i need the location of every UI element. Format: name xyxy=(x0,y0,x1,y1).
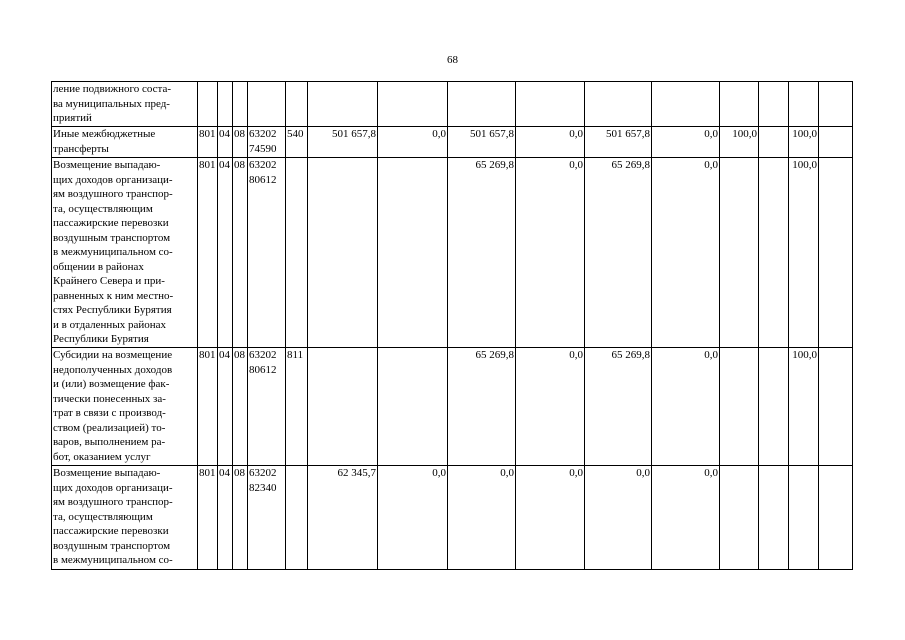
cell-amount-change: 0,0 xyxy=(378,466,448,570)
row-name xyxy=(52,158,198,348)
cell-target-article: 63202 80612 xyxy=(248,348,286,466)
cell-amount-with-changes: 65 269,8 xyxy=(448,158,516,348)
cell-amount-with-changes: 0,0 xyxy=(448,466,516,570)
table-body xyxy=(52,82,853,570)
row-name-line: тически понесенных за- xyxy=(53,392,166,405)
row-name xyxy=(52,82,198,127)
cell-blank-col xyxy=(759,348,789,466)
row-name-line: в межмуниципальном со- xyxy=(53,554,173,566)
cell-extra-col xyxy=(819,348,853,466)
cell-executed-change: 0,0 xyxy=(516,127,585,158)
cell-percent-execution-total: 100,0 xyxy=(789,158,819,348)
row-name-line: ством (реализацией) то- xyxy=(53,421,166,434)
cell-blank-col xyxy=(759,466,789,570)
cell-executed-change: 0,0 xyxy=(516,348,585,466)
cell-ministry-code: 801 xyxy=(198,158,218,348)
page-number: 68 xyxy=(447,54,458,66)
row-name-line: общении в районах xyxy=(53,260,144,273)
cell-executed-change: 0,0 xyxy=(516,466,585,570)
row-name-line: Субсидии на возмещение xyxy=(53,349,173,361)
cell-percent-execution-total: 100,0 xyxy=(789,348,819,466)
table-row xyxy=(52,158,853,348)
cell-approved-amount: 501 657,8 xyxy=(308,127,378,158)
cell-ministry-code: 801 xyxy=(198,466,218,570)
cell-expense-type: 811 xyxy=(286,348,308,466)
row-name-line: та, осуществляющим xyxy=(53,510,153,523)
row-name-line: Иные межбюджетные xyxy=(53,128,156,140)
cell-section-code: 04 xyxy=(218,127,233,158)
row-name-line: Республики Бурятия xyxy=(53,333,149,345)
cell-amount-change xyxy=(378,82,448,127)
row-name-line: в межмуниципальном со- xyxy=(53,246,173,258)
cell-subsection-code: 08 xyxy=(233,158,248,348)
row-name-line: пассажирские перевозки xyxy=(53,217,169,229)
row-name-line: пассажирские перевозки xyxy=(53,525,169,537)
cell-extra-col xyxy=(819,158,853,348)
row-name-line: и (или) возмещение фак- xyxy=(53,378,170,390)
cell-amount-change xyxy=(378,348,448,466)
cell-executed-amount xyxy=(585,82,652,127)
row-name-line: трансферты xyxy=(53,142,109,155)
cell-subsection-code: 08 xyxy=(233,348,248,466)
cell-subsection-code: 08 xyxy=(233,466,248,570)
row-name xyxy=(52,348,198,466)
cell-target-article: 63202 82340 xyxy=(248,466,286,570)
cell-percent-execution-total: 100,0 xyxy=(789,127,819,158)
table-row xyxy=(52,82,853,127)
cell-section-code: 04 xyxy=(218,348,233,466)
cell-approved-amount: 62 345,7 xyxy=(308,466,378,570)
cell-percent-execution: 100,0 xyxy=(720,127,759,158)
row-name-line: варов, выполнением ра- xyxy=(53,436,166,448)
row-name-line: ям воздушного транспор- xyxy=(53,188,173,200)
cell-blank-col xyxy=(759,127,789,158)
table-row xyxy=(52,348,853,466)
row-name-line: стях Республики Бурятия xyxy=(53,304,172,316)
row-name-line: ва муниципальных пред- xyxy=(53,97,170,110)
row-name-line: и в отдаленных районах xyxy=(53,318,166,331)
cell-section-code: 04 xyxy=(218,466,233,570)
cell-approved-amount xyxy=(308,82,378,127)
cell-variance: 0,0 xyxy=(652,127,720,158)
row-name-line: та, осуществляющим xyxy=(53,202,153,215)
cell-amount-change xyxy=(378,158,448,348)
cell-expense-type xyxy=(286,466,308,570)
row-name-line: ям воздушного транспор- xyxy=(53,496,173,508)
cell-variance: 0,0 xyxy=(652,466,720,570)
cell-target-article: 63202 80612 xyxy=(248,158,286,348)
cell-subsection-code: 08 xyxy=(233,127,248,158)
cell-ministry-code xyxy=(198,82,218,127)
row-name-line: бот, оказанием услуг xyxy=(53,450,151,463)
cell-section-code xyxy=(218,82,233,127)
cell-blank-col xyxy=(759,158,789,348)
row-name-line: щих доходов организаци- xyxy=(53,481,173,494)
budget-table xyxy=(51,81,853,570)
cell-subsection-code xyxy=(233,82,248,127)
cell-variance: 0,0 xyxy=(652,158,720,348)
row-name-line: недополученных доходов xyxy=(53,363,173,376)
cell-executed-amount: 501 657,8 xyxy=(585,127,652,158)
cell-percent-execution xyxy=(720,82,759,127)
cell-approved-amount xyxy=(308,348,378,466)
cell-blank-col xyxy=(759,82,789,127)
cell-extra-col xyxy=(819,82,853,127)
table-row xyxy=(52,466,853,570)
cell-percent-execution xyxy=(720,158,759,348)
row-name-line: Возмещение выпадаю- xyxy=(53,159,161,171)
cell-expense-type xyxy=(286,82,308,127)
row-name-line: воздушным транспортом xyxy=(53,231,171,244)
cell-target-article: 63202 74590 xyxy=(248,127,286,158)
cell-variance xyxy=(652,82,720,127)
cell-target-article xyxy=(248,82,286,127)
row-name-line: равненных к ним местно- xyxy=(53,289,174,302)
cell-percent-execution-total xyxy=(789,466,819,570)
row-name-line: приятий xyxy=(53,112,92,124)
cell-percent-execution-total xyxy=(789,82,819,127)
cell-executed-change: 0,0 xyxy=(516,158,585,348)
cell-ministry-code: 801 xyxy=(198,348,218,466)
cell-percent-execution xyxy=(720,348,759,466)
cell-ministry-code: 801 xyxy=(198,127,218,158)
cell-approved-amount xyxy=(308,158,378,348)
cell-amount-with-changes: 501 657,8 xyxy=(448,127,516,158)
row-name-line: воздушным транспортом xyxy=(53,539,171,552)
row-name-line: Крайнего Севера и при- xyxy=(53,275,165,287)
cell-executed-amount: 65 269,8 xyxy=(585,158,652,348)
cell-amount-with-changes: 65 269,8 xyxy=(448,348,516,466)
cell-executed-amount: 65 269,8 xyxy=(585,348,652,466)
cell-variance: 0,0 xyxy=(652,348,720,466)
cell-section-code: 04 xyxy=(218,158,233,348)
cell-amount-with-changes xyxy=(448,82,516,127)
row-name-line: Возмещение выпадаю- xyxy=(53,467,161,479)
cell-amount-change: 0,0 xyxy=(378,127,448,158)
row-name-line: щих доходов организаци- xyxy=(53,173,173,186)
row-name-line: трат в связи с производ- xyxy=(53,407,166,419)
cell-extra-col xyxy=(819,466,853,570)
cell-expense-type xyxy=(286,158,308,348)
cell-extra-col xyxy=(819,127,853,158)
cell-expense-type: 540 xyxy=(286,127,308,158)
cell-executed-change xyxy=(516,82,585,127)
row-name-line: ление подвижного соста- xyxy=(53,83,172,95)
cell-percent-execution xyxy=(720,466,759,570)
table-row xyxy=(52,127,853,158)
row-name xyxy=(52,127,198,158)
cell-executed-amount: 0,0 xyxy=(585,466,652,570)
row-name xyxy=(52,466,198,570)
